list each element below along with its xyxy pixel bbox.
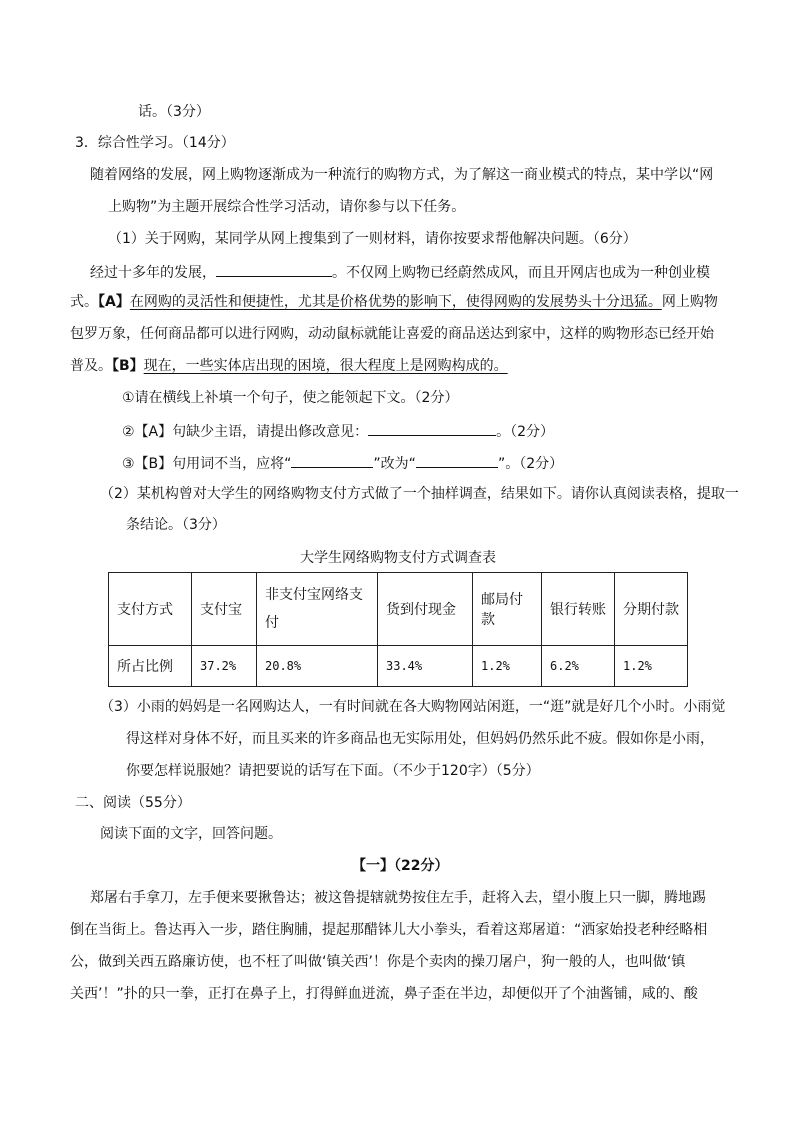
material-text: 普及。: [70, 358, 112, 374]
table-header-cell: 邮局付款: [473, 573, 542, 646]
table-row: [109, 646, 688, 687]
material-line-1: [90, 261, 710, 283]
sub-question-text: 。（2分）: [496, 424, 555, 440]
table-cell: 1.2%: [615, 646, 688, 687]
passage-line: 倒在当街上。鲁达再入一步，踏住胸脯，提起那醋钵儿大小拳头，看着这郑屠道：“洒家始投老种经略相: [70, 922, 708, 938]
table-header-cell: 支付方式: [109, 573, 192, 646]
section3-title: 3．综合性学习。（14分）: [75, 135, 235, 151]
sub-question-text: ③【B】句用词不当，应将“: [122, 456, 292, 472]
table-cell: 1.2%: [473, 646, 542, 687]
material-line-4: [70, 356, 508, 376]
sub-question-2: [122, 420, 554, 442]
table-cell: 33.4%: [378, 646, 473, 687]
material-text: 经过十多年的发展，: [90, 265, 216, 281]
intro-line-2: 上购物”为主题开展综合性学习活动，请你参与以下任务。: [108, 199, 466, 215]
question-end-text: 话。（3分）: [138, 104, 210, 120]
sentence-marker-a: 【A】: [98, 294, 130, 310]
material-line-2: [70, 292, 718, 312]
underlined-sentence-b: 现在，一些实体店出现的困境，很大程度上是网购构成的。: [143, 358, 508, 374]
question-2-line-2: 条结论。（3分）: [126, 517, 226, 533]
question-3-line-2: 得这样对身体不好，而且买来的许多商品也无实际用处，但妈妈仍然乐此不疲。假如你是小雨，: [126, 731, 714, 747]
material-text: 式。: [70, 294, 98, 310]
underlined-sentence-a: 在网购的灵活性和便捷性，尤其是价格优势的影响下，使得网购的发展势头十分迅猛。: [129, 294, 662, 310]
answer-blank[interactable]: [216, 261, 332, 277]
material-text: 。不仅网上购物已经蔚然成风，而且开网店也成为一种创业模: [332, 265, 710, 281]
material-line-3: 包罗万象，任何商品都可以进行网购，动动鼠标就能让喜爱的商品送达到家中，这样的购物形态已经开始: [70, 326, 714, 342]
table-header-cell: 分期付款: [615, 573, 688, 646]
passage-title: 【一】（22分）: [352, 858, 449, 874]
passage-line: 郑屠右手拿刀，左手便来要揪鲁达；被这鲁提辖就势按住左手，赶将入去，望小腹上只一脚，腾地踢: [90, 890, 706, 906]
table-cell: 20.8%: [257, 646, 378, 687]
sub-question-3: [122, 452, 563, 474]
sub-question-text: ”改为“: [373, 456, 416, 472]
table-header-cell: 支付宝: [192, 573, 257, 646]
table-row-label: 所占比例: [109, 646, 192, 687]
question-3-line-3: 你要怎样说服她？请把要说的话写在下面。（不少于120字）（5分）: [126, 763, 540, 779]
reading-instruction: 阅读下面的文字，回答问题。: [100, 826, 282, 842]
sub-question-1: ①请在横线上补填一个句子，使之能领起下文。（2分）: [122, 390, 459, 406]
table-title: 大学生网络购物支付方式调查表: [300, 550, 496, 566]
sub-question-text: ”。（2分）: [497, 456, 564, 472]
question-1: （1）关于网购，某同学从网上搜集到了一则材料，请你按要求帮他解决问题。（6分）: [108, 231, 637, 247]
question-3-line-1: （3）小雨的妈妈是一名网购达人，一有时间就在各大购物网站闲逛，一“逛”就是好几个小时。小雨觉: [100, 699, 726, 715]
table-header-cell: 银行转账: [542, 573, 615, 646]
sentence-marker-b: 【B】: [112, 358, 144, 374]
section2-title: 二、阅读（55分）: [75, 795, 191, 811]
answer-blank[interactable]: [368, 420, 496, 436]
table-header-row: [109, 573, 688, 646]
answer-blank[interactable]: [416, 452, 498, 468]
passage-line: 公，做到关西五路廉访使，也不枉了叫做‘镇关西’！你是个卖肉的操刀屠户，狗一般的人，也叫做‘镇: [70, 954, 686, 970]
table-cell: 37.2%: [192, 646, 257, 687]
intro-line-1: 随着网络的发展，网上购物逐渐成为一种流行的购物方式，为了解这一商业模式的特点，某中学以“网: [90, 167, 714, 183]
table-header-cell: 货到付现金: [378, 573, 473, 646]
table-header-cell: 非支付宝网络支付: [257, 573, 378, 646]
survey-table: [108, 572, 688, 687]
answer-blank[interactable]: [291, 452, 373, 468]
sub-question-text: ②【A】句缺少主语，请提出修改意见：: [122, 424, 369, 440]
passage-line: 关西’！”扑的只一拳，正打在鼻子上，打得鲜血迸流，鼻子歪在半边，却便似开了个油酱铺，咸的、酸: [70, 986, 698, 1002]
table-cell: 6.2%: [542, 646, 615, 687]
material-text: 网上购物: [661, 294, 718, 310]
question-2-line-1: （2）某机构曾对大学生的网络购物支付方式做了一个抽样调查，结果如下。请你认真阅读表格，提取一: [100, 486, 739, 502]
